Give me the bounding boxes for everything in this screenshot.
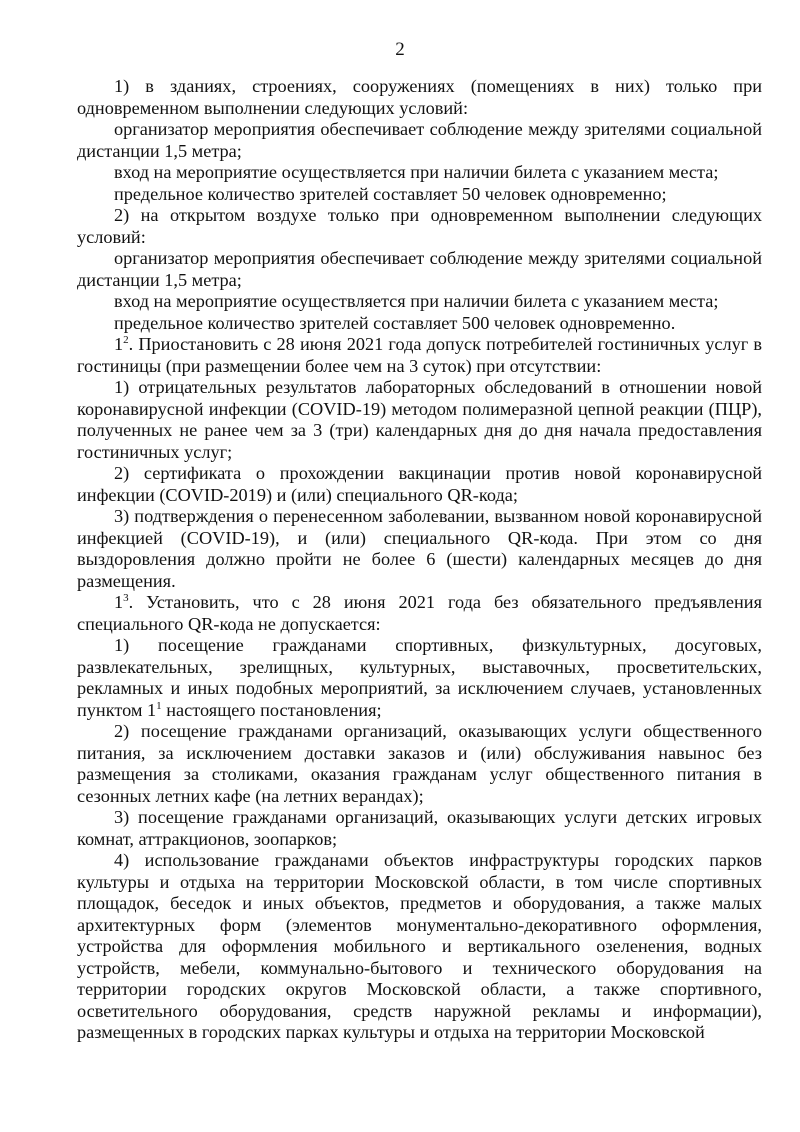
- page-number: 2: [395, 39, 405, 60]
- clause-superscript: 1: [156, 699, 162, 712]
- clause-text: . Приостановить с 28 июня 2021 года допуск потребителей гостиничных услуг в гостиницы (при размещении более чем на 3 суток) при отсутствии:: [77, 334, 762, 376]
- paragraph-ticket-condition-outdoor: вход на мероприятие осуществляется при наличии билета с указанием места;: [114, 291, 719, 311]
- clause-superscript: 2: [123, 333, 129, 346]
- paragraph-hotel-item-2: 2) сертификата о прохождении вакцинации против новой коронавирусной инфекции (COVID-2019) и (или) специального QR-кода;: [77, 463, 762, 505]
- paragraph-qr-item-2: 2) посещение гражданами организаций, оказывающих услуги общественного питания, за исключением доставки заказов и (или) обслуживания навынос без размещения за столиками, оказания гражданам услуг общественного питания в сезонных летних кафе (на летних верандах);: [77, 721, 762, 806]
- paragraph-distance-condition-outdoor: организатор мероприятия обеспечивает соблюдение между зрителями социальной дистанции 1,5 метра;: [77, 248, 762, 290]
- clause-text: 1) посещение гражданами спортивных, физкультурных, досуговых, развлекательных, зрелищных, культурных, выставочных, просветительских, рекламных и иных подобных мероприятий, за исключением случаев, установленных пунктом 1: [77, 635, 762, 720]
- paragraph-hotel-item-1: 1) отрицательных результатов лабораторных обследований в отношении новой коронавирусной инфекции (COVID-19) методом полимеразной цепной реакции (ПЦР), полученных не ранее чем за 3 (три) календарных дня до дня начала предоставления гостиничных услуг;: [77, 377, 762, 462]
- clause-text-end: настоящего постановления;: [161, 699, 382, 720]
- paragraph-capacity-500: предельное количество зрителей составляет 500 человек одновременно.: [114, 312, 676, 333]
- paragraph-qr-item-3: 3) посещение гражданами организаций, оказывающих услуги детских игровых комнат, аттракционов, зоопарков;: [77, 807, 762, 849]
- paragraph-hotel-suspension: [77, 334, 762, 377]
- clause-text: . Установить, что с 28 июня 2021 года без обязательного предъявления специального QR-кода не допускается:: [77, 592, 762, 634]
- paragraph-qr-item-4: 4) использование гражданами объектов инфраструктуры городских парков культуры и отдыха на территории Московской области, в том числе спортивных площадок, беседок и иных объектов, предметов и оборудования, а также малых архитектурных форм (элементов монументально-декоративного оформления, устройства для оформления мобильного и вертикального озеленения, водных устройств, мебели, коммунально-бытового и технического оборудования на территории городских округов Московской области, а также спортивного, осветительного оборудования, средств наружной рекламы и информации), размещенных в городских парках культуры и отдыха на территории Московской: [77, 850, 762, 1042]
- paragraph-ticket-condition: вход на мероприятие осуществляется при наличии билета с указанием места;: [114, 162, 719, 182]
- clause-number: 1: [114, 592, 124, 612]
- paragraph-qr-item-1: [77, 635, 762, 721]
- clause-number: 1: [114, 334, 124, 354]
- paragraph-distance-condition: организатор мероприятия обеспечивает соблюдение между зрителями социальной дистанции 1,5 метра;: [77, 119, 762, 161]
- paragraph-capacity-50: предельное количество зрителей составляет 50 человек одновременно;: [114, 183, 667, 204]
- paragraph-item-2-outdoor: 2) на открытом воздухе только при одновременном выполнении следующих условий:: [77, 205, 762, 247]
- paragraph-hotel-item-3: 3) подтверждения о перенесенном заболевании, вызванном новой коронавирусной инфекцией (COVID-19), и (или) специального QR-кода. При этом со дня выздоровления должно пройти не более 6 (шести) календарных месяцев до дня размещения.: [77, 506, 762, 591]
- paragraph-item-1-indoor: 1) в зданиях, строениях, сооружениях (помещениях в них) только при одновременном выполнении следующих условий:: [77, 76, 762, 118]
- paragraph-qr-requirement: [77, 592, 762, 635]
- clause-superscript: 3: [123, 591, 129, 604]
- document-body: [77, 76, 762, 1044]
